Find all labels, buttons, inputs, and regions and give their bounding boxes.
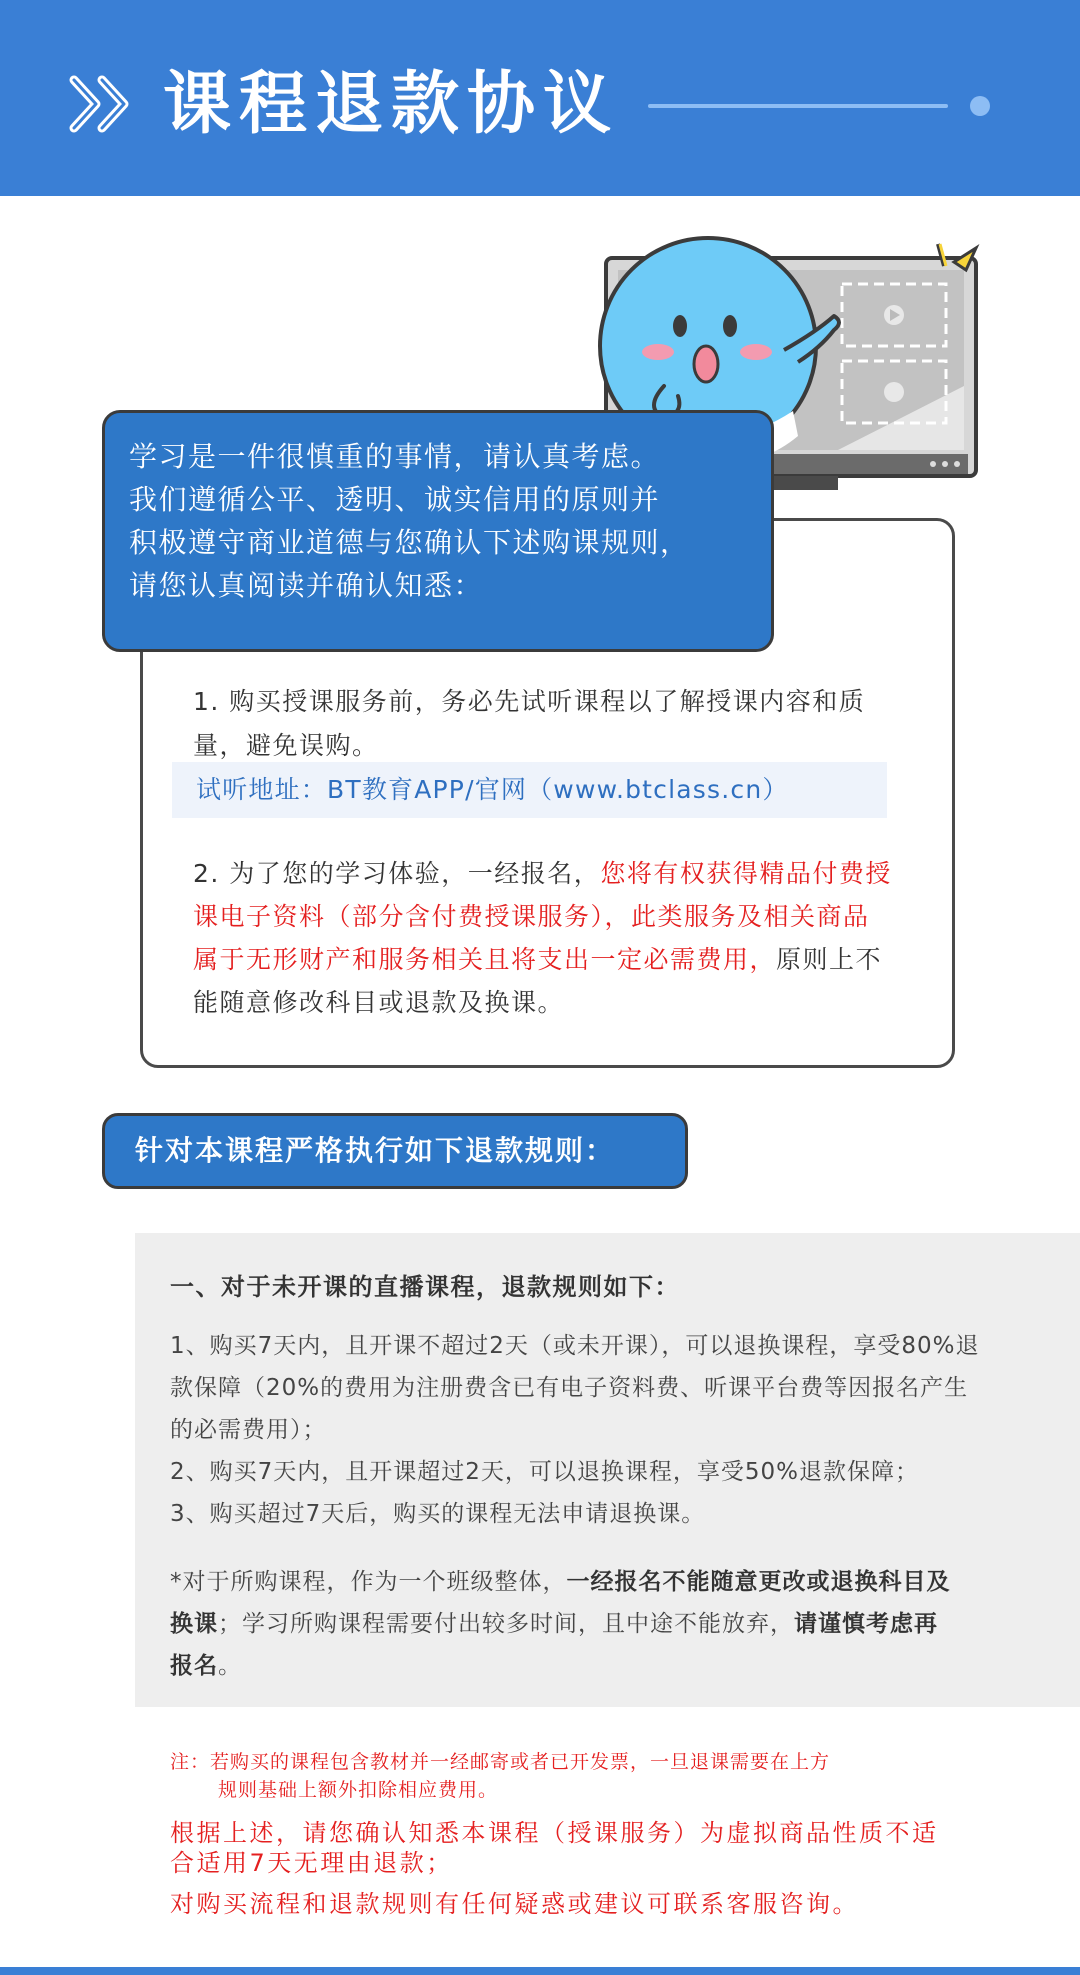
intro-callout [102, 410, 774, 652]
refund-rule: 3、购买超过7天后，购买的课程无法申请退换课。 [170, 1501, 706, 1527]
rule-item-1: 1. 购买授课服务前，务必先试听课程以了解授课内容和质量，避免误购。 [193, 687, 866, 760]
trial-address-link[interactable]: 试听地址：BT教育APP/官网（www.btclass.cn） [172, 762, 887, 818]
footer-note-line: 规则基础上额外扣除相应费用。 [218, 1779, 499, 1801]
intro-line: 学习是一件很慎重的事情，请认真考虑。 [129, 440, 661, 473]
rule-item-2-suffix: 原则上不能随意修改科目或退款及换课。 [193, 945, 883, 1017]
intro-line: 请您认真阅读并确认知悉： [129, 569, 484, 602]
refund-rules-heading: 针对本课程严格执行如下退款规则： [102, 1113, 688, 1189]
intro-line: 积极遵守商业道德与您确认下述购课规则， [129, 526, 690, 559]
refund-rules-title: 一、对于未开课的直播课程，退款规则如下： [170, 1273, 680, 1301]
refund-note [170, 1561, 960, 1687]
note-text: *对于所购课程，作为一个班级整体， [170, 1569, 567, 1595]
double-chevron-icon [68, 74, 146, 134]
note-text: 。 [218, 1653, 242, 1679]
header-decor-line [648, 104, 948, 108]
rule-item-2-highlight: 您将有权获得精品付费授课电子资料（部分含付费授课服务），此类服务及相关商品属于无形财产和服务相关且将支出一定必需费用， [193, 859, 892, 974]
refund-rules-panel [135, 1233, 1080, 1707]
note-bold: 一经报名不能随意更改或退换科目及换课 [170, 1569, 951, 1637]
rule-item-2-prefix: 2. 为了您的学习体验，一经报名， [193, 859, 601, 888]
refund-rules-list [170, 1325, 990, 1535]
note-bold: 请谨慎考虑再报名 [170, 1611, 938, 1679]
bottom-bar [0, 1967, 1080, 1975]
header-banner [0, 0, 1080, 196]
footer-note-line: 注：若购买的课程包含教材并一经邮寄或者已开发票，一旦退课需要在上方 [170, 1751, 831, 1773]
note-text: ；学习所购课程需要付出较多时间，且中途不能放弃， [218, 1611, 794, 1637]
rule-item-2 [193, 852, 893, 1024]
footer-confirm: 根据上述，请您确认知悉本课程（授课服务）为虚拟商品性质不适合适用7天无理由退款； [170, 1819, 939, 1877]
page-title: 课程退款协议 [163, 65, 620, 144]
intro-line: 我们遵循公平、透明、诚实信用的原则并 [129, 483, 661, 516]
refund-rule: 1、购买7天内，且开课不超过2天（或未开课），可以退换课程，享受80%退款保障（20%的费用为注册费含已有电子资料费、听课平台费等因报名产生的必需费用）； [170, 1333, 980, 1443]
refund-rule: 2、购买7天内，且开课超过2天，可以退换课程，享受50%退款保障； [170, 1459, 920, 1485]
header-decor-dot [970, 96, 990, 116]
footer-note [170, 1748, 960, 1804]
footer-contact: 对购买流程和退款规则有任何疑惑或建议可联系客服咨询。 [170, 1890, 859, 1918]
